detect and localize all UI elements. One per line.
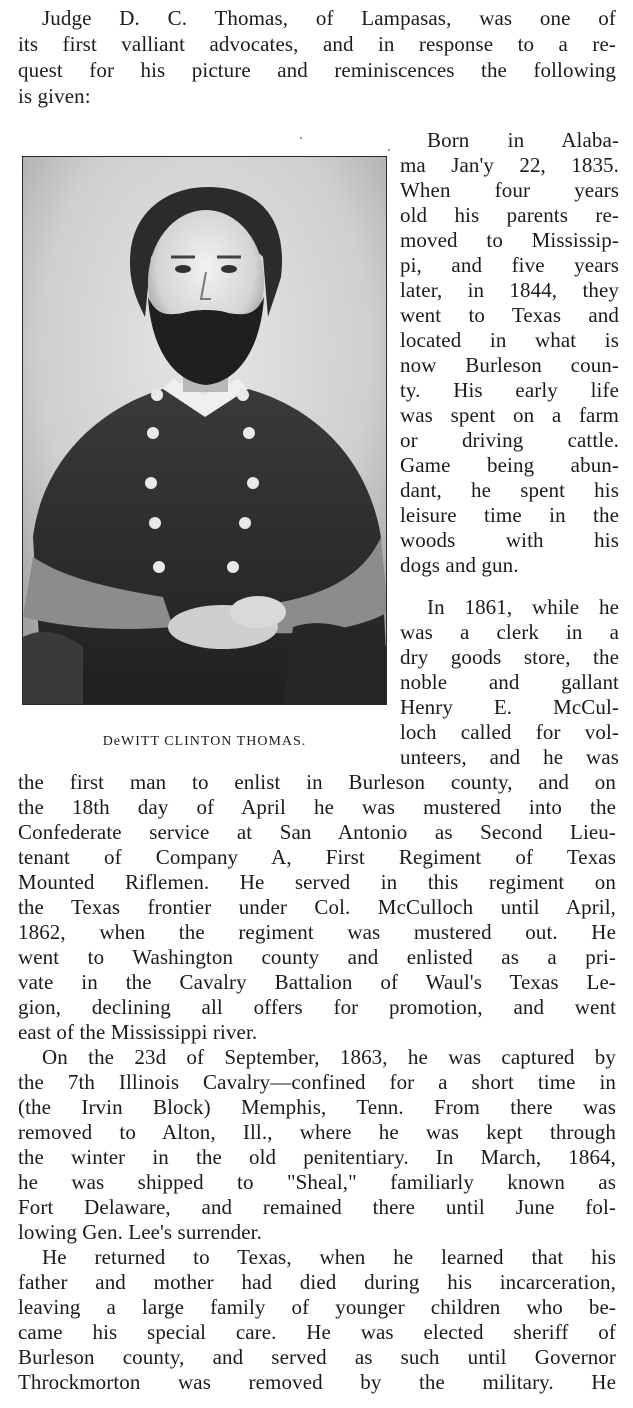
intro-line: quest for his picture and reminiscences the following (18, 58, 616, 82)
body-line: Fort Delaware, and remained there until June fol- (18, 1195, 616, 1219)
intro-line: its first valliant advocates, and in response to a re- (18, 32, 616, 56)
portrait-photo (22, 156, 387, 705)
column-line: dogs and gun. (400, 553, 519, 577)
print-speck (388, 149, 390, 151)
column-line: woods with his (400, 528, 619, 552)
column-line: dry goods store, the (400, 645, 619, 669)
body-line: leaving a large family of younger children who be- (18, 1295, 616, 1319)
column-line: was a clerk in a (400, 620, 619, 644)
portrait-image (23, 157, 387, 705)
column-line: old his parents re- (400, 203, 619, 227)
column-line: Born in Alaba- (427, 128, 619, 152)
column-line: loch called for vol- (400, 720, 619, 744)
column-line: ty. His early life (400, 378, 619, 402)
column-line: When four years (400, 178, 619, 202)
body-line: removed to Alton, Ill., where he was kept through (18, 1120, 616, 1144)
intro-line: Judge D. C. Thomas, of Lampasas, was one of (42, 6, 616, 30)
column-line: was spent on a farm (400, 403, 619, 427)
body-line: Mounted Riflemen. He served in this regiment on (18, 870, 616, 894)
column-line: pi, and five years (400, 253, 619, 277)
body-line: came his special care. He was elected sheriff of (18, 1320, 616, 1344)
column-line: or driving cattle. (400, 428, 619, 452)
body-line: the 18th day of April he was mustered into the (18, 795, 616, 819)
body-line: He returned to Texas, when he learned that his (42, 1245, 616, 1269)
column-line: later, in 1844, they (400, 278, 619, 302)
body-line: the Texas frontier under Col. McCulloch until April, (18, 895, 616, 919)
body-line: lowing Gen. Lee's surrender. (18, 1220, 262, 1244)
body-line: 1862, when the regiment was mustered out. He (18, 920, 616, 944)
print-speck (300, 137, 302, 139)
column-line: leisure time in the (400, 503, 619, 527)
column-line: unteers, and he was (400, 745, 619, 769)
body-line: gion, declining all offers for promotion, and went (18, 995, 616, 1019)
body-line: father and mother had died during his incarceration, (18, 1270, 616, 1294)
column-line: Game being abun- (400, 453, 619, 477)
column-line: went to Texas and (400, 303, 619, 327)
photo-caption: DeWITT CLINTON THOMAS. (102, 734, 307, 749)
column-line: ma Jan'y 22, 1835. (400, 153, 619, 177)
body-line: (the Irvin Block) Memphis, Tenn. From there was (18, 1095, 616, 1119)
column-line: In 1861, while he (427, 595, 619, 619)
intro-line: is given: (18, 84, 91, 108)
column-line: now Burleson coun- (400, 353, 619, 377)
body-line: Throckmorton was removed by the military. He (18, 1370, 616, 1394)
body-line: the 7th Illinois Cavalry—confined for a short time in (18, 1070, 616, 1094)
body-line: east of the Mississippi river. (18, 1020, 258, 1044)
body-line: the first man to enlist in Burleson county, and on (18, 770, 616, 794)
column-line: located in what is (400, 328, 619, 352)
body-line: the winter in the old penitentiary. In March, 1864, (18, 1145, 616, 1169)
column-line: moved to Mississip- (400, 228, 619, 252)
body-line: Burleson county, and served as such until Governor (18, 1345, 616, 1369)
body-line: On the 23d of September, 1863, he was captured by (42, 1045, 616, 1069)
body-line: tenant of Company A, First Regiment of Texas (18, 845, 616, 869)
body-line: vate in the Cavalry Battalion of Waul's Texas Le- (18, 970, 616, 994)
column-line: Henry E. McCul- (400, 695, 619, 719)
column-line: dant, he spent his (400, 478, 619, 502)
body-line: Confederate service at San Antonio as Second Lieu- (18, 820, 616, 844)
body-line: he was shipped to "Sheal," familiarly known as (18, 1170, 616, 1194)
column-line: noble and gallant (400, 670, 619, 694)
body-line: went to Washington county and enlisted as a pri- (18, 945, 616, 969)
